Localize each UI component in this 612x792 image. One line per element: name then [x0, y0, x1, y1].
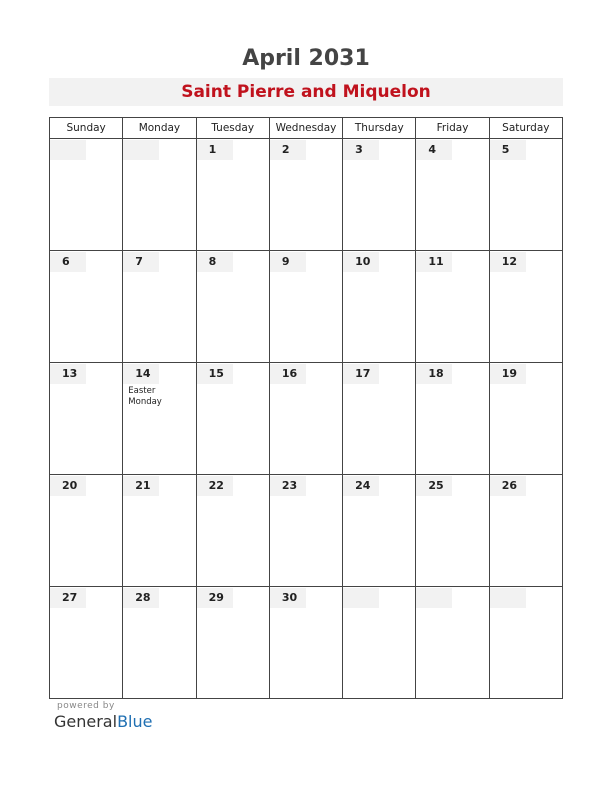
weekday-friday: Friday [416, 118, 489, 139]
day-cell [489, 363, 562, 475]
day-cell [489, 475, 562, 587]
day-cell [489, 587, 562, 699]
day-number: 4 [416, 140, 452, 160]
day-cell [489, 251, 562, 363]
day-cell [50, 363, 123, 475]
day-cell [50, 475, 123, 587]
day-number: 9 [270, 252, 306, 272]
weekday-sunday: Sunday [50, 118, 123, 139]
day-number: 29 [197, 588, 233, 608]
day-number: 28 [123, 588, 159, 608]
week-row [50, 251, 563, 363]
day-cell [50, 587, 123, 699]
day-cell [269, 139, 342, 251]
day-cell [123, 251, 196, 363]
day-number: 15 [197, 364, 233, 384]
day-number: 23 [270, 476, 306, 496]
day-cell [196, 475, 269, 587]
day-number: 30 [270, 588, 306, 608]
weekday-monday: Monday [123, 118, 196, 139]
day-cell [269, 251, 342, 363]
day-cell [123, 587, 196, 699]
day-number [343, 588, 379, 608]
day-number: 24 [343, 476, 379, 496]
day-cell [343, 587, 416, 699]
day-cell [416, 587, 489, 699]
day-number: 27 [50, 588, 86, 608]
day-cell [416, 363, 489, 475]
day-number: 21 [123, 476, 159, 496]
day-number [50, 140, 86, 160]
day-number: 25 [416, 476, 452, 496]
day-cell [50, 251, 123, 363]
calendar-grid [49, 117, 563, 699]
day-number: 2 [270, 140, 306, 160]
generalblue-logo [54, 712, 152, 731]
day-number: 10 [343, 252, 379, 272]
day-number: 18 [416, 364, 452, 384]
day-cell [123, 363, 196, 475]
day-cell [196, 251, 269, 363]
brand-blue-text: Blue [117, 712, 153, 731]
day-cell [269, 475, 342, 587]
day-cell [416, 139, 489, 251]
day-number: 17 [343, 364, 379, 384]
day-number: 26 [490, 476, 526, 496]
day-number: 13 [50, 364, 86, 384]
day-number: 16 [270, 364, 306, 384]
day-number: 5 [490, 140, 526, 160]
day-cell [196, 587, 269, 699]
country-name: Saint Pierre and Miquelon [49, 78, 563, 106]
day-cell [416, 475, 489, 587]
day-number: 3 [343, 140, 379, 160]
day-cell [343, 475, 416, 587]
day-number: 22 [197, 476, 233, 496]
day-cell [343, 139, 416, 251]
day-number: 1 [197, 140, 233, 160]
week-row [50, 587, 563, 699]
weekday-wednesday: Wednesday [269, 118, 342, 139]
day-cell [196, 139, 269, 251]
day-number [490, 588, 526, 608]
day-cell [269, 587, 342, 699]
brand-general-text: General [54, 712, 118, 731]
day-number [123, 140, 159, 160]
holiday-label: Easter Monday [128, 386, 162, 407]
day-cell [489, 139, 562, 251]
weekday-header-row [50, 118, 563, 139]
weekday-thursday: Thursday [343, 118, 416, 139]
weekday-saturday: Saturday [489, 118, 562, 139]
day-cell [343, 251, 416, 363]
day-cell [343, 363, 416, 475]
day-number: 12 [490, 252, 526, 272]
day-cell [123, 139, 196, 251]
day-number: 20 [50, 476, 86, 496]
day-number: 19 [490, 364, 526, 384]
week-row [50, 475, 563, 587]
day-number: 14 [123, 364, 159, 384]
day-number [416, 588, 452, 608]
week-row [50, 139, 563, 251]
day-number: 7 [123, 252, 159, 272]
day-number: 6 [50, 252, 86, 272]
day-cell [50, 139, 123, 251]
weekday-tuesday: Tuesday [196, 118, 269, 139]
day-number: 8 [197, 252, 233, 272]
day-cell [123, 475, 196, 587]
day-number: 11 [416, 252, 452, 272]
page-title: April 2031 [242, 46, 370, 71]
day-cell [416, 251, 489, 363]
day-cell [196, 363, 269, 475]
powered-by-label: powered by [57, 701, 115, 711]
day-cell [269, 363, 342, 475]
week-row [50, 363, 563, 475]
